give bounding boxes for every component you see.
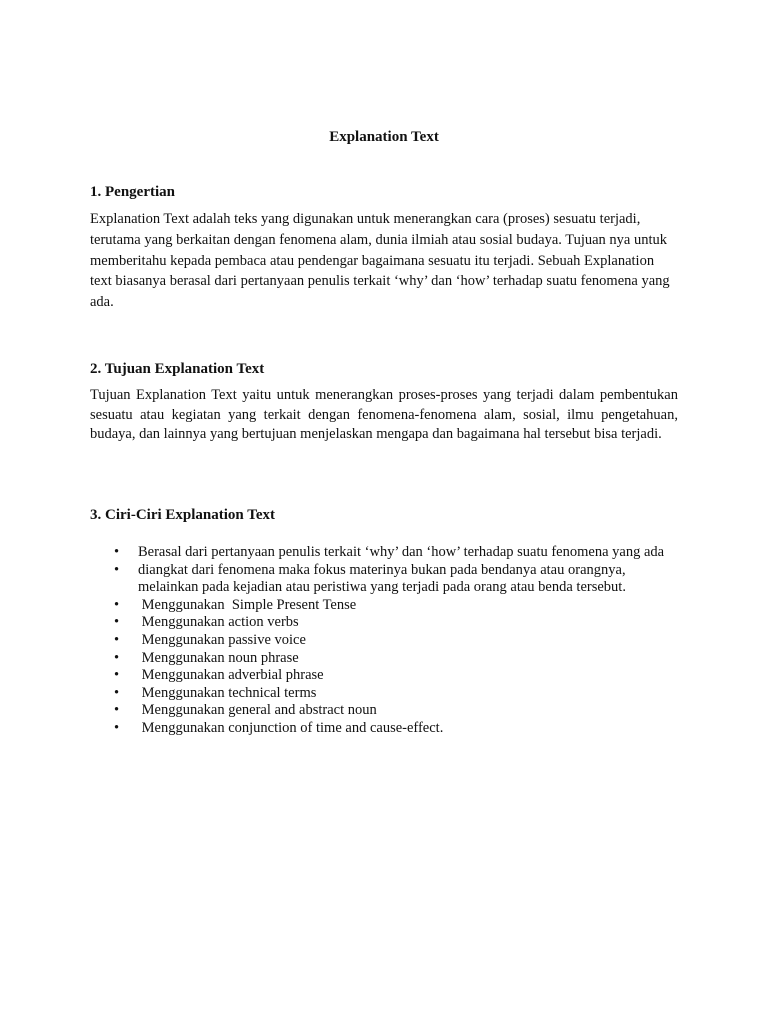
list-item-text: Menggunakan general and abstract noun: [138, 702, 377, 719]
list-item: [90, 667, 680, 685]
list-item-text: Menggunakan conjunction of time and cause-effect.: [138, 719, 444, 736]
bullet-icon: •: [114, 684, 120, 701]
section-paragraph-pengertian: Explanation Text adalah teks yang digunakan untuk menerangkan cara (proses) sesuatu terjadi, terutama yang berkaitan dengan fenomena alam, dunia ilmiah atau sosial budaya. Tujuan nya untuk memberitahu kepada pembaca atau pendengar bagaimana sesuatu itu terjadi. Sebuah Explanation text biasanya berasal dari pertanyaan penulis terkait ‘why’ dan ‘how’ terhadap suatu fenomena yang ada.: [90, 211, 670, 311]
bullet-icon: •: [114, 631, 120, 648]
document-title: Explanation Text: [329, 129, 439, 145]
section-heading-ciri-ciri: 3. Ciri-Ciri Explanation Text: [90, 507, 276, 523]
bullet-icon: •: [114, 614, 120, 631]
list-item: [90, 702, 680, 720]
list-item-text: Menggunakan passive voice: [138, 631, 306, 648]
list-item-text: diangkat dari fenomena maka fokus materinya bukan pada bendanya atau orangnya, melainkan pada kejadian atau peristiwa yang terjadi pada orang atau benda tersebut.: [138, 561, 626, 596]
bullet-icon: •: [114, 702, 120, 719]
bullet-icon: •: [114, 544, 120, 560]
list-item: [90, 720, 680, 738]
list-item-text: Menggunakan action verbs: [138, 614, 299, 631]
bullet-icon: •: [114, 561, 120, 578]
list-item-text: Menggunakan technical terms: [138, 684, 317, 701]
section-heading-pengertian: 1. Pengertian: [90, 184, 175, 200]
list-item: [90, 614, 680, 632]
list-item: [90, 632, 680, 650]
list-item-text: Menggunakan adverbial phrase: [138, 667, 324, 684]
bullet-icon: •: [114, 667, 120, 684]
list-item-text: Berasal dari pertanyaan penulis terkait ‘why’ dan ‘how’ terhadap suatu fenomena yang ada: [138, 544, 665, 560]
ciri-ciri-list: [90, 544, 680, 738]
list-item: [90, 685, 680, 703]
section-heading-tujuan: 2. Tujuan Explanation Text: [90, 361, 265, 377]
section-paragraph-tujuan: Tujuan Explanation Text yaitu untuk menerangkan proses-proses yang terjadi dalam pembentukan sesuatu atau kegiatan yang terkait dengan fenomena-fenomena alam, sosial, ilmu pengetahuan, budaya, dan lainnya yang bertujuan menjelaskan mengapa dan bagaimana hal tersebut bisa terjadi.: [90, 387, 678, 442]
list-item-text: Menggunakan noun phrase: [138, 649, 299, 666]
list-item: [90, 562, 680, 597]
list-item: [90, 597, 680, 615]
bullet-icon: •: [114, 596, 120, 613]
bullet-icon: •: [114, 719, 120, 736]
list-item-text: Menggunakan Simple Present Tense: [138, 596, 357, 613]
bullet-icon: •: [114, 649, 120, 666]
list-item: [90, 650, 680, 668]
list-item: [90, 544, 680, 562]
